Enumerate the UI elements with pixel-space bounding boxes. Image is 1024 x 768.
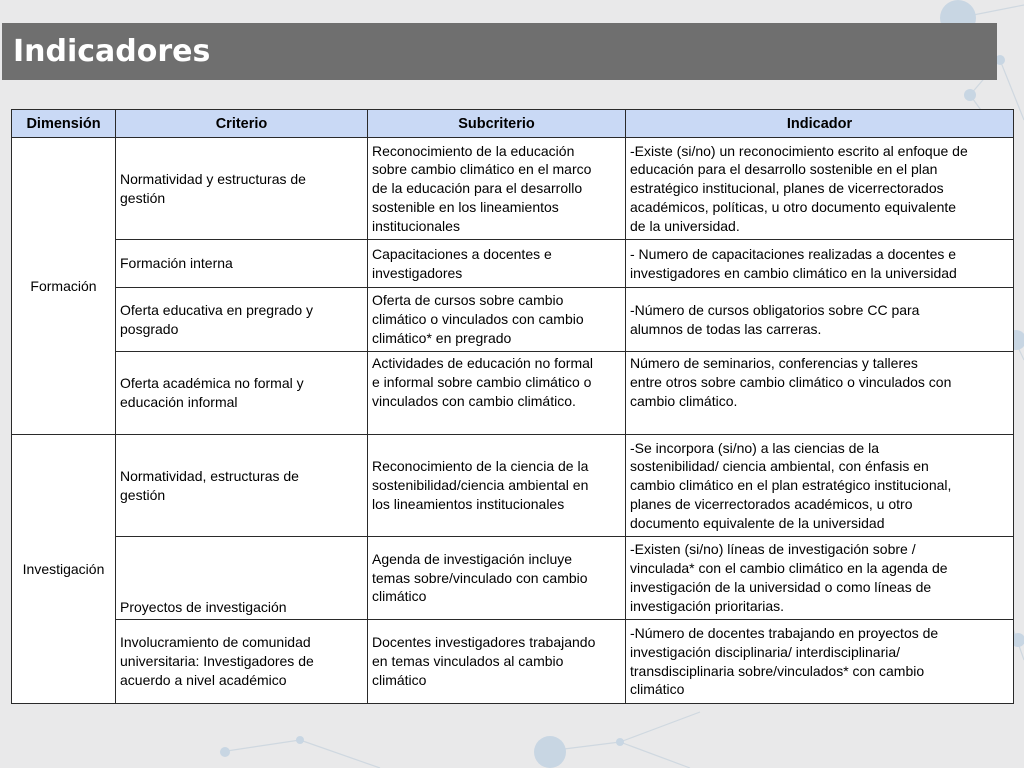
indicador-cell: - Numero de capacitaciones realizadas a docentes e investigadores en cambio climático en la universidad bbox=[626, 240, 1014, 288]
header-subcriterio: Subcriterio bbox=[368, 110, 626, 138]
subcriterio-cell: Docentes investigadores trabajando en temas vinculados al cambio climático bbox=[368, 620, 626, 704]
indicators-table bbox=[11, 109, 1014, 704]
table-header-row bbox=[12, 110, 1014, 138]
table-row bbox=[12, 138, 1014, 240]
title-bar bbox=[2, 23, 997, 80]
table-row bbox=[12, 288, 1014, 352]
dimension-cell: Formación bbox=[12, 138, 116, 435]
table-row bbox=[12, 352, 1014, 435]
criterio-cell: Formación interna bbox=[116, 240, 368, 288]
header-indicador: Indicador bbox=[626, 110, 1014, 138]
criterio-cell: Involucramiento de comunidad universitaria: Investigadores de acuerdo a nivel académico bbox=[116, 620, 368, 704]
header-dimension: Dimensión bbox=[12, 110, 116, 138]
subcriterio-cell: Reconocimiento de la ciencia de la sostenibilidad/ciencia ambiental en los lineamientos institucionales bbox=[368, 435, 626, 537]
subcriterio-cell: Reconocimiento de la educación sobre cambio climático en el marco de la educación para el desarrollo sostenible en los lineamientos institucionales bbox=[368, 138, 626, 240]
criterio-cell: Oferta académica no formal y educación informal bbox=[116, 352, 368, 435]
indicador-cell: -Número de cursos obligatorios sobre CC para alumnos de todas las carreras. bbox=[626, 288, 1014, 352]
subcriterio-cell: Oferta de cursos sobre cambio climático o vinculados con cambio climático* en pregrado bbox=[368, 288, 626, 352]
criterio-cell: Oferta educativa en pregrado y posgrado bbox=[116, 288, 368, 352]
indicador-cell: -Número de docentes trabajando en proyectos de investigación disciplinaria/ interdisciplinaria/ transdisciplinaria sobre/vinculados* con cambio climático bbox=[626, 620, 1014, 704]
table-row bbox=[12, 435, 1014, 537]
criterio-cell: Normatividad y estructuras de gestión bbox=[116, 138, 368, 240]
table-row bbox=[12, 240, 1014, 288]
indicador-cell: -Existe (si/no) un reconocimiento escrito al enfoque de educación para el desarrollo sostenible en el plan estratégico institucional, planes de vicerrectorados académicos, políticas, u otro documento equivalente de la universidad. bbox=[626, 138, 1014, 240]
page-title: Indicadores bbox=[13, 34, 211, 69]
subcriterio-cell: Agenda de investigación incluye temas sobre/vinculado con cambio climático bbox=[368, 537, 626, 620]
indicador-cell: Número de seminarios, conferencias y talleres entre otros sobre cambio climático o vinculados con cambio climático. bbox=[626, 352, 1014, 435]
indicators-table-container bbox=[11, 109, 1013, 704]
table-row bbox=[12, 537, 1014, 620]
criterio-cell: Normatividad, estructuras de gestión bbox=[116, 435, 368, 537]
indicador-cell: -Existen (si/no) líneas de investigación sobre / vinculada* con el cambio climático en la agenda de investigación de la universidad o como líneas de investigación prioritarias. bbox=[626, 537, 1014, 620]
subcriterio-cell: Actividades de educación no formal e informal sobre cambio climático o vinculados con cambio climático. bbox=[368, 352, 626, 435]
criterio-cell: Proyectos de investigación bbox=[116, 537, 368, 620]
subcriterio-cell: Capacitaciones a docentes e investigadores bbox=[368, 240, 626, 288]
dimension-cell: Investigación bbox=[12, 435, 116, 704]
table-row bbox=[12, 620, 1014, 704]
indicador-cell: -Se incorpora (si/no) a las ciencias de la sostenibilidad/ ciencia ambiental, con énfasis en cambio climático en el plan estratégico institucional, planes de vicerrectorados académicos, u otro documento equivalente de la universidad bbox=[626, 435, 1014, 537]
header-criterio: Criterio bbox=[116, 110, 368, 138]
